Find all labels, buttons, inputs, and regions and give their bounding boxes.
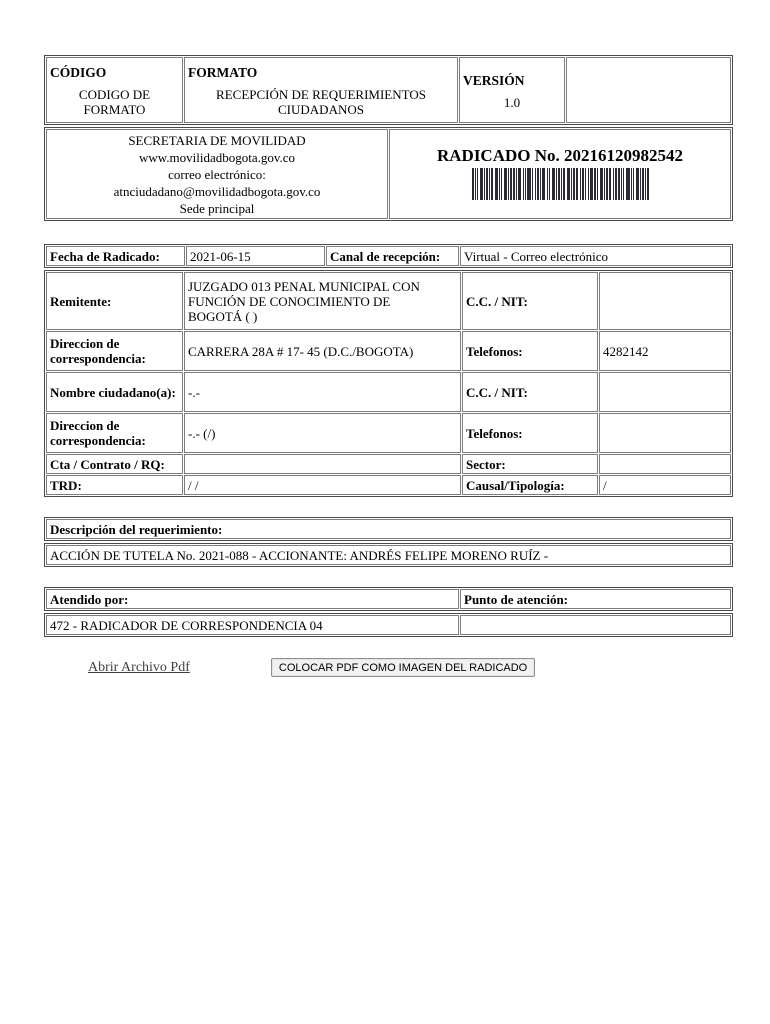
descripcion-value-table <box>44 543 733 567</box>
descripcion-header-table <box>44 517 733 541</box>
direccion-label: Direccion de correspondencia: <box>46 331 183 371</box>
radicado-number: RADICADO No. 20216120982542 <box>436 145 684 165</box>
entity-radicado-table <box>44 127 733 221</box>
format-header-table <box>44 55 733 125</box>
telefonos2-label: Telefonos: <box>462 413 598 453</box>
formato-value: RECEPCIÓN DE REQUERIMIENTOS CIUDADANOS <box>216 87 426 117</box>
atendido-por-label: Atendido por: <box>46 589 459 609</box>
cc-nit2-label: C.C. / NIT: <box>462 372 598 412</box>
direccion2-label: Direccion de correspondencia: <box>46 413 183 453</box>
descripcion-label: Descripción del requerimiento: <box>46 519 731 539</box>
cc-nit-label: C.C. / NIT: <box>462 272 598 330</box>
version-cell <box>459 57 565 123</box>
place-pdf-as-image-button[interactable]: COLOCAR PDF COMO IMAGEN DEL RADICADO <box>271 658 535 677</box>
causal-tipologia-label: Causal/Tipología: <box>462 475 598 495</box>
telefonos2-value <box>599 413 731 453</box>
barcode <box>472 168 649 200</box>
entity-email-label: correo electrónico: <box>168 166 266 182</box>
fecha-table <box>44 244 733 268</box>
cc-nit-value <box>599 272 731 330</box>
telefonos-label: Telefonos: <box>462 331 598 371</box>
nombre-ciudadano-label: Nombre ciudadano(a): <box>46 372 183 412</box>
sector-label: Sector: <box>462 454 598 474</box>
codigo-value: CODIGO DE FORMATO <box>78 87 151 117</box>
version-label: VERSIÓN <box>463 72 525 88</box>
actions-row <box>44 658 733 677</box>
header-empty-cell <box>566 57 731 123</box>
cta-contrato-label: Cta / Contrato / RQ: <box>46 454 183 474</box>
entity-cell <box>46 129 388 219</box>
fecha-radicado-value: 2021-06-15 <box>186 246 325 266</box>
table-row <box>46 475 731 495</box>
table-row <box>46 272 731 330</box>
fecha-radicado-label: Fecha de Radicado: <box>46 246 185 266</box>
sector-value <box>599 454 731 474</box>
form-content <box>44 0 733 677</box>
telefonos-value: 4282142 <box>599 331 731 371</box>
atencion-header-table <box>44 587 733 611</box>
remitente-value: JUZGADO 013 PENAL MUNICIPAL CON FUNCIÓN DE CONOCIMIENTO DE BOGOTÁ ( ) <box>184 272 461 330</box>
causal-tipologia-value: / <box>599 475 731 495</box>
details-table <box>44 270 733 497</box>
entity-name: SECRETARIA DE MOVILIDAD <box>128 132 306 148</box>
punto-atencion-label: Punto de atención: <box>460 589 731 609</box>
table-row <box>46 454 731 474</box>
canal-recepcion-value: Virtual - Correo electrónico <box>460 246 731 266</box>
atencion-value-table <box>44 613 733 637</box>
direccion2-value: -.- (/) <box>184 413 461 453</box>
version-value: 1.0 <box>503 94 521 110</box>
entity-sede: Sede principal <box>179 200 255 216</box>
formato-label: FORMATO <box>188 65 258 80</box>
punto-atencion-value <box>460 615 731 635</box>
codigo-cell <box>46 57 183 123</box>
trd-label: TRD: <box>46 475 183 495</box>
direccion-value: CARRERA 28A # 17- 45 (D.C./BOGOTA) <box>184 331 461 371</box>
table-row <box>46 372 731 412</box>
radicado-cell <box>389 129 731 219</box>
table-row <box>46 413 731 453</box>
cta-contrato-value <box>184 454 461 474</box>
codigo-label: CÓDIGO <box>50 65 107 80</box>
cc-nit2-value <box>599 372 731 412</box>
remitente-label: Remitente: <box>46 272 183 330</box>
table-row <box>46 331 731 371</box>
descripcion-value: ACCIÓN DE TUTELA No. 2021-088 - ACCIONANTE: ANDRÉS FELIPE MORENO RUÍZ - <box>46 545 731 565</box>
atendido-por-value: 472 - RADICADOR DE CORRESPONDENCIA 04 <box>46 615 459 635</box>
formato-cell <box>184 57 458 123</box>
entity-website: www.movilidadbogota.gov.co <box>138 149 296 165</box>
trd-value: / / <box>184 475 461 495</box>
entity-email: atnciudadano@movilidadbogota.gov.co <box>113 183 321 199</box>
canal-recepcion-label: Canal de recepción: <box>326 246 459 266</box>
open-pdf-link[interactable]: Abrir Archivo Pdf <box>88 659 190 675</box>
nombre-ciudadano-value: -.- <box>184 372 461 412</box>
